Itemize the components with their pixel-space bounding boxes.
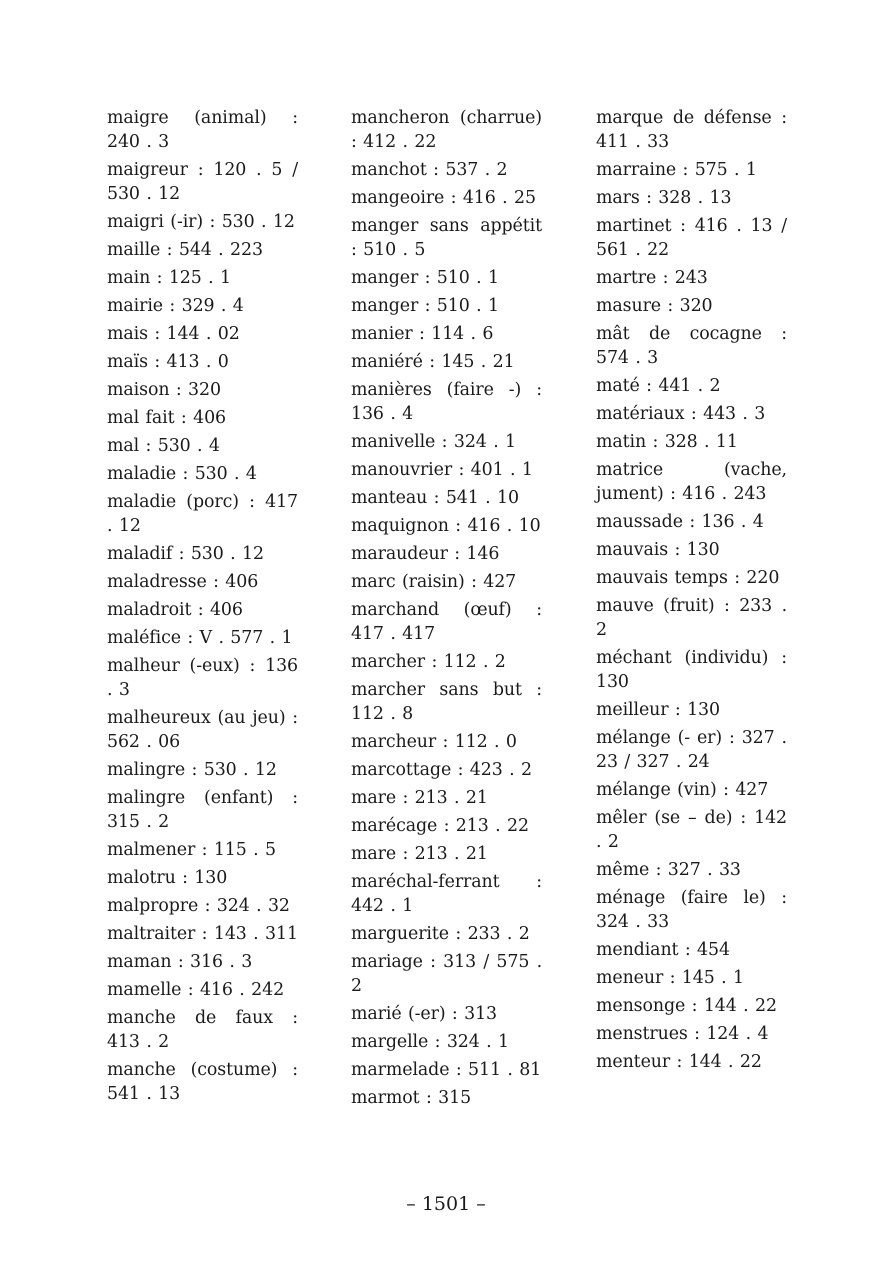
index-entry: mélange (vin) : 427 [596,780,769,800]
index-entry: manivelle : 324 . 1 [351,432,517,452]
index-entry: mare : 213 . 21 [351,788,488,808]
index-entry: mais : 144 . 02 [107,324,240,344]
index-entry: maladresse : 406 [107,572,259,592]
index-entry: mamelle : 416 . 242 [107,980,285,1000]
index-entry: mauvais temps : 220 [596,568,780,588]
index-entry: maladie : 530 . 4 [107,464,257,484]
index-entry: malpropre : 324 . 32 [107,896,290,916]
index-entry: maraudeur : 146 [351,544,500,564]
index-entry: matrice (vache, jument) : 416 . 243 [596,460,787,504]
index-entry: mal : 530 . 4 [107,436,220,456]
index-entry: maltraiter : 143 . 311 [107,924,298,944]
index-entry: malotru : 130 [107,868,228,888]
index-entry: maladie (porc) : 417 . 12 [107,492,298,536]
index-entry: manger sans appétit : 510 . 5 [351,216,542,260]
index-entry: martinet : 416 . 13 / 561 . 22 [596,216,787,260]
index-entry: mars : 328 . 13 [596,188,732,208]
index-entry: menteur : 144 . 22 [596,1052,762,1072]
index-column-2 [351,106,542,1114]
index-entry: meneur : 145 . 1 [596,968,744,988]
index-entry: manchot : 537 . 2 [351,160,508,180]
index-entry: marcottage : 423 . 2 [351,760,532,780]
index-entry: matériaux : 443 . 3 [596,404,766,424]
index-entry: manche de faux : 413 . 2 [107,1008,298,1052]
index-entry: manche (costume) : 541 . 13 [107,1060,298,1104]
index-entry: margelle : 324 . 1 [351,1032,509,1052]
index-entry: ménage (faire le) : 324 . 33 [596,888,787,932]
index-entry: maison : 320 [107,380,221,400]
index-entry: manger : 510 . 1 [351,268,499,288]
index-entry: marcher : 112 . 2 [351,652,506,672]
index-entry: maïs : 413 . 0 [107,352,229,372]
index-entry: matin : 328 . 11 [596,432,738,452]
index-entry: méchant (individu) : 130 [596,648,787,692]
index-entry: maman : 316 . 3 [107,952,253,972]
index-entry: mauve (fruit) : 233 . 2 [596,596,787,640]
index-entry: manger : 510 . 1 [351,296,499,316]
index-entry: maniéré : 145 . 21 [351,352,515,372]
index-entry: manières (faire -) : 136 . 4 [351,380,542,424]
index-entry: marque de défense : 411 . 33 [596,108,787,152]
index-entry: manouvrier : 401 . 1 [351,460,533,480]
index-entry: malheur (-eux) : 136 . 3 [107,656,298,700]
index-entry: mancheron (charrue) : 412 . 22 [351,108,542,152]
index-entry: marécage : 213 . 22 [351,816,529,836]
index-entry: maté : 441 . 2 [596,376,721,396]
index-entry: maréchal-ferrant : 442 . 1 [351,872,542,916]
index-entry: mal fait : 406 [107,408,227,428]
index-entry: menstrues : 124 . 4 [596,1024,769,1044]
index-entry: marcher sans but : 112 . 8 [351,680,542,724]
index-entry: mariage : 313 / 575 . 2 [351,952,542,996]
index-entry: maussade : 136 . 4 [596,512,764,532]
index-entry: manteau : 541 . 10 [351,488,519,508]
index-entry: maléfice : V . 577 . 1 [107,628,293,648]
index-column-3 [596,106,787,1078]
index-entry: même : 327 . 33 [596,860,741,880]
index-entry: maladroit : 406 [107,600,243,620]
index-entry: malingre : 530 . 12 [107,760,277,780]
index-entry: marmot : 315 [351,1088,472,1108]
index-entry: maquignon : 416 . 10 [351,516,541,536]
index-entry: mauvais : 130 [596,540,720,560]
index-entry: mensonge : 144 . 22 [596,996,777,1016]
index-entry: maigri (-ir) : 530 . 12 [107,212,295,232]
index-entry: marraine : 575 . 1 [596,160,757,180]
index-entry: marchand (œuf) : 417 . 417 [351,600,542,644]
index-entry: manier : 114 . 6 [351,324,494,344]
index-entry: maigreur : 120 . 5 / 530 . 12 [107,160,298,204]
index-entry: malmener : 115 . 5 [107,840,276,860]
index-entry: maigre (animal) : 240 . 3 [107,108,298,152]
index-entry: marmelade : 511 . 81 [351,1060,542,1080]
index-entry: malheureux (au jeu) : 562 . 06 [107,708,298,752]
index-entry: marcheur : 112 . 0 [351,732,517,752]
index-entry: mangeoire : 416 . 25 [351,188,536,208]
index-entry: marc (raisin) : 427 [351,572,517,592]
index-entry: mêler (se – de) : 142 . 2 [596,808,787,852]
index-entry: mairie : 329 . 4 [107,296,244,316]
index-entry: mare : 213 . 21 [351,844,488,864]
index-entry: masure : 320 [596,296,713,316]
index-entry: mendiant : 454 [596,940,730,960]
index-entry: mât de cocagne : 574 . 3 [596,324,787,368]
index-entry: martre : 243 [596,268,708,288]
index-entry: marié (-er) : 313 [351,1004,498,1024]
index-entry: mélange (- er) : 327 . 23 / 327 . 24 [596,728,787,772]
index-column-1 [107,106,298,1110]
index-entry: malingre (enfant) : 315 . 2 [107,788,298,832]
index-entry: meilleur : 130 [596,700,720,720]
index-entry: maille : 544 . 223 [107,240,263,260]
page-number: – 1501 – [406,1193,486,1215]
index-entry: maladif : 530 . 12 [107,544,264,564]
index-entry: marguerite : 233 . 2 [351,924,530,944]
index-entry: main : 125 . 1 [107,268,231,288]
